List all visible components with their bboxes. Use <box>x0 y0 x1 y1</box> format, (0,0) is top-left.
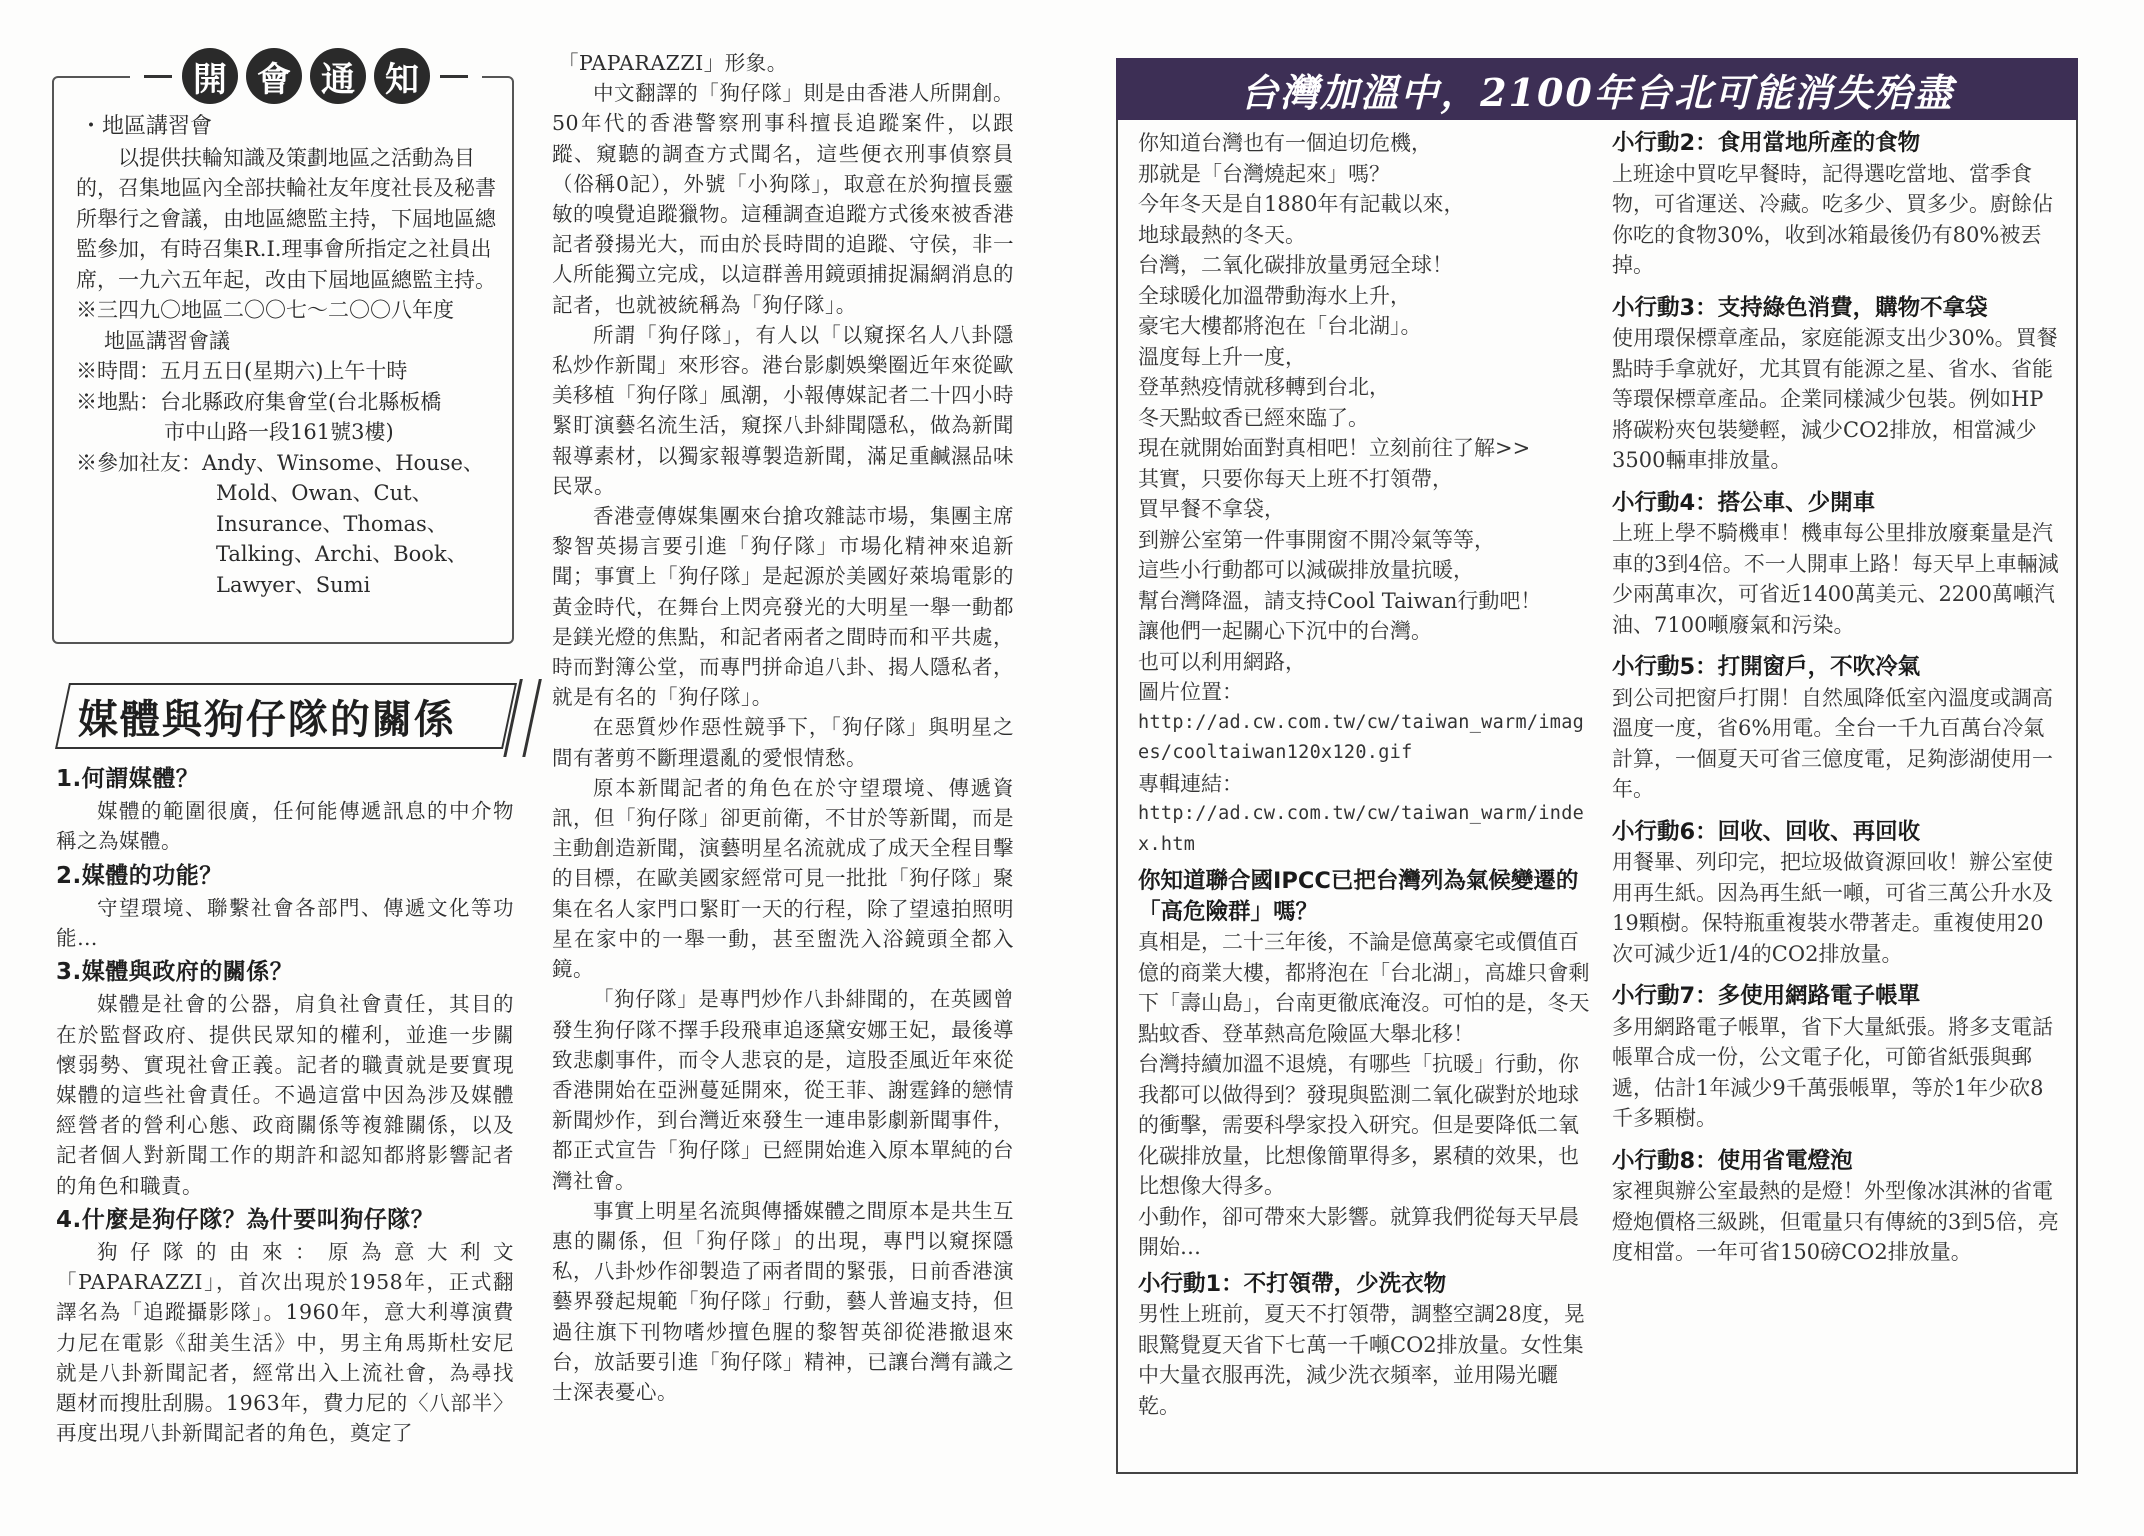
question-heading: 4.什麼是狗仔隊？為什要叫狗仔隊？ <box>56 1206 435 1233</box>
feature-link-url: http://ad.cw.com.tw/cw/taiwan_warm/index.htm <box>1138 803 1585 855</box>
notice-clubs-cont: Insurance、Thomas、 <box>216 511 448 536</box>
media-article-title-box <box>55 683 517 749</box>
question-heading: 1.何謂媒體？ <box>56 766 200 792</box>
action-text: 家裡與辦公室最熱的是燈！外型像冰淇淋的省電燈炮價格三級跳，但電量只有傳統的3到5倍，亮度相當。一年可省150磅CO2排放量。 <box>1612 1179 2059 1264</box>
intro-line: 幫台灣降溫，請支持Cool Taiwan行動吧！ <box>1138 588 1542 613</box>
action-text: 多用網路電子帳單，省下大量紙張。將多支電話帳單合成一份，公文電子化，可節省紙張與郵遞，估計1年減少9千萬張帳單，等於1年少砍8千多顆樹。 <box>1612 1014 2053 1130</box>
notice-place: ※地點：台北縣政府集會堂(台北縣板橋 <box>76 389 442 414</box>
intro-line: 也可以利用網路， <box>1138 649 1306 674</box>
feature-link-label: 專輯連結： <box>1138 771 1243 796</box>
image-location-label: 圖片位置： <box>1138 680 1243 704</box>
action-heading: 小行動6：回收、回收、再回收 <box>1612 818 1921 845</box>
intro-line: 那就是「台灣燒起來」嗎？ <box>1138 161 1390 186</box>
notice-time: ※時間：五月五日(星期六)上午十時 <box>76 359 408 383</box>
paragraph: 中文翻譯的「狗仔隊」則是由香港人所開創。50年代的香港警察刑事科擅長追蹤案件，以跟蹤、窺聽的調查方式聞名，這些便衣刑事偵察員（俗稱0記），外號「小狗隊」，取意在於狗擅長靈敏的嗅覺追蹤獵物。這種調查追蹤方式後來被香港記者發揚光大，而由於長時間的追蹤、守侯，非一人所能獨立完成，以這群善用鏡頭捕捉漏網消息的記者，也就被統稱為「狗仔隊」。 <box>552 81 1014 317</box>
answer-text: 媒體是社會的公器，肩負社會責任，其目的在於監督政府、提供民眾知的權利，並進一步關懷弱勢、實現社會正義。記者的職責就是要實現媒體的這些社會責任。不過這當中因為涉及媒體經營者的營利心態、政商關係等複雜關係，以及記者個人對新聞工作的期許和認知都將影響記者的角色和職責。 <box>56 992 514 1198</box>
intro-line: 其實，只要你每天上班不打領帶， <box>1138 466 1453 491</box>
answer-text: 守望環境、聯繫社會各部門、傳遞文化等功能… <box>56 895 514 951</box>
paragraph: 「PAPARAZZI」形象。 <box>558 51 788 75</box>
intro-line: 全球暖化加溫帶動海水上升， <box>1138 283 1411 308</box>
notice-description: 以提供扶輪知識及策劃地區之活動為目的，召集地區內全部扶輪社友年度社長及秘書所舉行之會議，由地區總監主持，下屆地區總監參加，有時召集R.I.理事會所指定之社員出席，一九六五年起，改由下屆地區總監主持。 <box>76 145 496 292</box>
notice-clubs-cont: Mold、Owan、Cut、 <box>216 481 433 505</box>
intro-line: 你知道台灣也有一個迫切危機， <box>1138 131 1432 155</box>
question-heading: 2.媒體的功能？ <box>56 862 223 889</box>
action-heading: 小行動4：搭公車、少開車 <box>1612 489 1876 516</box>
action-text: 使用環保標章產品，家庭能源支出少30%。買餐點時手拿就好，尤其買有能源之星、省水、省能等環保標章產品。企業同樣減少包裝。例如HP將碳粉夾包裝變輕，減少CO2排放，相當減少3500輛車排放量。 <box>1612 326 2058 472</box>
paragraph: 「狗仔隊」是專門炒作八卦緋聞的，在英國曾發生狗仔隊不擇手段飛車追逐黛安娜王妃，最後導致悲劇事件，而令人悲哀的是，這股歪風近年來從香港開始在亞洲蔓延開來，從王菲、謝霆鋒的戀情新聞炒作，到台灣近來發生一連串影劇新聞事件，都正式宣告「狗仔隊」已經開始進入原本單純的台灣社會。 <box>552 987 1014 1193</box>
notice-item: 地區講習會議 <box>104 328 230 353</box>
paragraph: 在惡質炒作惡性競爭下，「狗仔隊」與明星之間有著剪不斷理還亂的愛恨情愁。 <box>552 715 1014 770</box>
intro-line: 豪宅大樓都將泡在「台北湖」。 <box>1138 314 1422 338</box>
image-location-url: http://ad.cw.com.tw/cw/taiwan_warm/images/cooltaiwan120x120.gif <box>1138 711 1585 763</box>
action-heading: 小行動1：不打領帶，少洗衣物 <box>1138 1270 1447 1297</box>
action-text: 男性上班前，夏天不打領帶，調整空調28度，晃眼驚覺夏天省下七萬一千噸CO2排放量。女性集中大量衣服再洗，減少洗衣頻率，並用陽光曬乾。 <box>1138 1302 1585 1418</box>
intro-line: 現在就開始面對真相吧！立刻前往了解>> <box>1138 436 1531 460</box>
notice-clubs: ※參加社友：Andy、Winsome、House、 <box>76 450 484 475</box>
intro-line: 冬天點蚊香已經來臨了。 <box>1138 405 1369 430</box>
notice-clubs-cont: Lawyer、Sumi <box>216 572 371 597</box>
warming-column-left <box>1138 128 1590 1421</box>
notice-clubs-cont: Talking、Archi、Book、 <box>216 542 468 566</box>
notice-place-cont: 市中山路一段161號3樓) <box>164 420 394 444</box>
ipcc-body: 真相是，二十三年後，不論是億萬豪宅或價值百億的商業大樓，都將泡在「台北湖」，高雄只會剩下「壽山島」，台南更徹底淹沒。可怕的是，冬天點蚊香、登革熱高危險區大舉北移！ <box>1138 930 1590 1046</box>
question-heading: 3.媒體與政府的關係？ <box>56 959 294 986</box>
meeting-notice-banner <box>130 46 482 106</box>
intro-line: 地球最熱的冬天。 <box>1138 222 1306 247</box>
warming-intro <box>1138 128 1590 677</box>
media-article-column <box>56 760 514 1448</box>
banner-char: 知 <box>374 48 430 104</box>
action-text: 到公司把窗戶打開！自然風降低室內溫度或調高溫度一度，省6%用電。全台一千九百萬台冷氣計算，一個夏天可省三億度電，足夠澎湖使用一年。 <box>1612 685 2053 801</box>
intro-line: 買早餐不拿袋， <box>1138 497 1285 521</box>
ipcc-heading: 你知道聯合國IPCC已把台灣列為氣候變遷的「高危險群」嗎？ <box>1138 868 1579 925</box>
action-heading: 小行動8：使用省電燈泡 <box>1612 1147 1853 1174</box>
paragraph: 原本新聞記者的角色在於守望環境、傳遞資訊，但「狗仔隊」卻更前衛，不甘於等新聞，而是主動創造新聞，演藝明星名流就成了成天全程目擊的目標，在歐美國家經常可見一批批「狗仔隊」聚集在名人家門口緊盯一天的行程，除了望遠拍照明星在家中的一舉一動，甚至盥洗入浴鏡頭全都入鏡。 <box>552 775 1014 982</box>
paparazzi-column <box>552 48 1014 1407</box>
meeting-notice-body <box>76 112 496 600</box>
intro-line: 台灣，二氧化碳排放量勇冠全球！ <box>1138 253 1453 277</box>
action-text: 上班上學不騎機車！機車每公里排放廢棄量是汽車的3到4倍。不一人開車上路！每天早上車輛減少兩萬車次，可省近1400萬美元、2200萬噸汽油、7100噸廢氣和污染。 <box>1612 521 2059 637</box>
banner-char: 開 <box>182 48 238 104</box>
paragraph: 事實上明星名流與傳播媒體之間原本是共生互惠的關係，但「狗仔隊」的出現，專門以窺探隱私，八卦炒作卻製造了兩者間的緊張，日前香港演藝界發起規範「狗仔隊」行動，藝人普遍支持，但過往旗下刊物嗜炒擅色腥的黎智英卻從港撤退來台，放話要引進「狗仔隊」精神，已讓台灣有識之士深表憂心。 <box>552 1198 1014 1404</box>
paragraph: 所謂「狗仔隊」，有人以「以窺探名人八卦隱私炒作新聞」來形容。港台影劇娛樂圈近年來從歐美移植「狗仔隊」風潮，小報傳媒記者二十四小時緊盯演藝名流生活，窺探八卦緋聞隱私，做為新聞報導素材，以獨家報導製造新聞，滿足重鹹濕品味民眾。 <box>552 322 1014 498</box>
intro-line: 登革熱疫情就移轉到台北， <box>1138 375 1390 399</box>
notice-heading: ・地區講習會 <box>80 114 213 139</box>
ipcc-body: 小動作，卻可帶來大影響。就算我們從每天早晨開始… <box>1138 1204 1579 1259</box>
action-heading: 小行動7：多使用網路電子帳單 <box>1612 983 1921 1009</box>
intro-line: 讓他們一起關心下沉中的台灣。 <box>1138 619 1432 643</box>
answer-text: 狗仔隊的由來：原為意大利文「PAPARAZZI」，首次出現於1958年，正式翻譯名為「追蹤攝影隊」。1960年，意大利導演費力尼在電影《甜美生活》中，男主角馬斯杜安尼就是八卦新聞記者，經常出入上流社會，為尋找題材而搜肚刮腸。1963年，費力尼的〈八部半〉再度出現八卦新聞記者的角色，奠定了 <box>56 1240 514 1446</box>
action-text: 用餐畢、列印完，把垃圾做資源回收！辦公室使用再生紙。因為再生紙一噸，可省三萬公升水及19顆樹。保特瓶重複裝水帶著走。重複使用20次可減少近1/4的CO2排放量。 <box>1612 850 2053 966</box>
ipcc-body: 台灣持續加溫不退燒，有哪些「抗暖」行動，你我都可以做得到？發現與監測二氧化碳對於地球的衝擊，需要科學家投入研究。但是要降低二氧化碳排放量，比想像簡單得多，累積的效果，也比想像大得多。 <box>1138 1052 1579 1198</box>
action-heading: 小行動3：支持綠色消費，購物不拿袋 <box>1612 294 1988 321</box>
media-article-title: 媒體與狗仔隊的關係 <box>78 695 456 743</box>
action-heading: 小行動5：打開窗戶，不吹冷氣 <box>1612 654 1921 680</box>
warming-title: 台灣加溫中，2100年台北可能消失殆盡 <box>1240 69 1954 115</box>
banner-char: 通 <box>310 48 366 104</box>
action-heading: 小行動2：食用當地所產的食物 <box>1612 130 1921 156</box>
notice-item: ※三四九〇地區二〇〇七～二〇〇八年度 <box>76 298 454 322</box>
intro-line: 到辦公室第一件事開窗不開冷氣等等， <box>1138 527 1495 552</box>
action-text: 上班途中買吃早餐時，記得選吃當地、當季食物，可省運送、冷藏。吃多少、買多少。廚餘佔你吃的食物30%，收到冰箱最後仍有80%被丟掉。 <box>1612 161 2053 277</box>
paragraph: 香港壹傳媒集團來台搶攻雜誌市場，集團主席黎智英揚言要引進「狗仔隊」市場化精神來追新聞；事實上「狗仔隊」是起源於美國好萊塢電影的黃金時代，在舞台上閃亮發光的大明星一舉一動都是鎂光燈的焦點，和記者兩者之間時而和平共處，時而對簿公堂，而專門拼命追八卦、揭人隱私者，就是有名的「狗仔隊」。 <box>552 504 1014 710</box>
warming-column-right <box>1612 128 2062 1268</box>
warming-title-band <box>1116 58 2078 120</box>
intro-line: 溫度每上升一度， <box>1138 344 1306 369</box>
intro-line: 這些小行動都可以減碳排放量抗暖， <box>1138 558 1474 582</box>
intro-line: 今年冬天是自1880年有記載以來， <box>1138 192 1465 216</box>
answer-text: 媒體的範圍很廣，任何能傳遞訊息的中介物稱之為媒體。 <box>56 799 514 854</box>
banner-char: 會 <box>246 48 302 104</box>
